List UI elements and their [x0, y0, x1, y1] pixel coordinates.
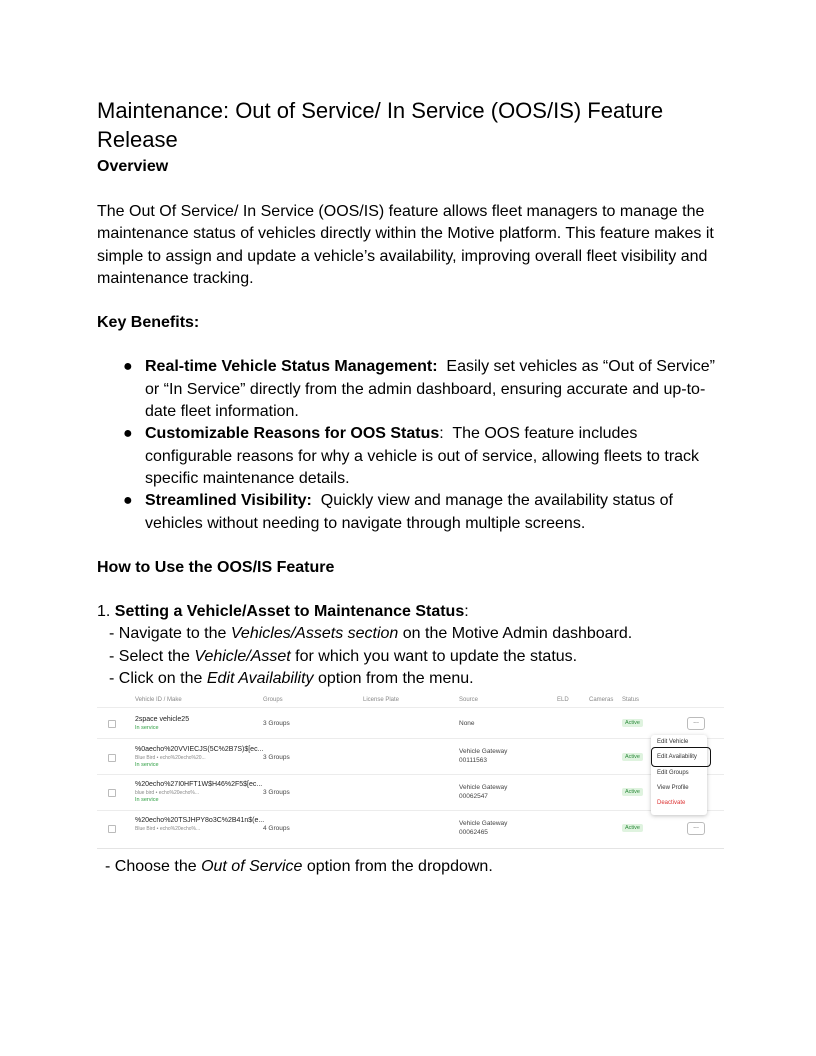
status-badge: Active: [622, 753, 643, 761]
menu-item-edit-availability[interactable]: Edit Availability: [657, 754, 697, 760]
highlight-outline: [651, 747, 711, 767]
more-options-button[interactable]: ...: [687, 717, 705, 730]
row-checkbox[interactable]: [108, 789, 116, 797]
row-checkbox[interactable]: [108, 720, 116, 728]
key-benefits-heading: Key Benefits:: [97, 314, 200, 332]
column-header: Cameras: [589, 697, 614, 703]
row-checkbox[interactable]: [108, 825, 116, 833]
menu-item-view-profile[interactable]: View Profile: [657, 785, 689, 791]
step-1-line: - Navigate to the Vehicles/Assets section on the Motive Admin dashboard.: [109, 625, 633, 643]
after-screenshot-line: - Choose the Out of Service option from the dropdown.: [105, 858, 493, 875]
list-item: ● Customizable Reasons for OOS Status: The OOS feature includes configurable reasons for why a vehicle is out of service, allowing fleets to track specific maintenance details.: [123, 425, 700, 487]
column-header: Source: [459, 697, 479, 703]
status-badge: Active: [622, 719, 643, 727]
page-title: Maintenance: Out of Service/ In Service (OOS/IS) Feature Release: [97, 98, 664, 152]
column-header: License Plate: [363, 697, 400, 703]
step-1-heading: 1. Setting a Vehicle/Asset to Maintenance Status:: [97, 603, 469, 621]
menu-item-deactivate[interactable]: Deactivate: [657, 800, 686, 806]
list-item: ● Streamlined Visibility: Quickly view and manage the availability status of vehicles without needing to navigate through multiple screens.: [123, 492, 673, 532]
menu-item-edit-vehicle[interactable]: Edit Vehicle: [657, 739, 689, 745]
overview-heading: Overview: [97, 158, 169, 175]
howto-heading: How to Use the OOS/IS Feature: [97, 558, 335, 576]
status-badge: Active: [622, 788, 643, 796]
step-1-line: - Click on the Edit Availability option from the menu.: [109, 670, 474, 688]
benefits-list: [97, 356, 727, 534]
list-item: ● Real-time Vehicle Status Management: Easily set vehicles as “Out of Service” or “In Service” directly from the admin dashboard, ensuring accurate and up-to-date fleet information.: [123, 358, 715, 421]
intro-paragraph: The Out Of Service/ In Service (OOS/IS) feature allows fleet managers to manage the maintenance status of vehicles directly within the Motive platform. This feature makes it simple to assign and update a vehicle’s availability, improving overall fleet visibility and maintenance tracking.: [97, 203, 714, 287]
row-checkbox[interactable]: [108, 754, 116, 762]
step-1-line: - Select the Vehicle/Asset for which you want to update the status.: [109, 647, 578, 665]
more-options-button[interactable]: ...: [687, 822, 705, 835]
column-header: Vehicle ID / Make: [135, 697, 182, 703]
column-header: ELD: [557, 697, 569, 703]
column-header: Groups: [263, 697, 283, 703]
status-badge: Active: [622, 824, 643, 832]
document-page: [97, 96, 727, 690]
vehicles-table-screenshot: Vehicle ID / Make Groups License Plate Source ELD Cameras Status 2space vehicle25 In service 3 Groups None Active ... %0aecho%20VVIECJS(5C%2B7S)$[ec... Blue Bird • echo%20echo%20... In service 3 Groups Vehicle Gateway 00111563 Active %20echo%27I0HFT1W$H46%2F5$[ec... blue bird • echo%20echo%... In service 3 Groups Vehicle Gateway 00062547 Active %20echo%20TSJHPY8o3C%2B41n$(e... Blue Bird • echo%20echo%... 4 Groups Vehicle Gateway 00062465 Active ... Edit Vehicle Edit Availability Edit Groups View Profile Deactivate: [97, 692, 724, 849]
menu-item-edit-groups[interactable]: Edit Groups: [657, 770, 689, 776]
column-header: Status: [622, 697, 640, 703]
